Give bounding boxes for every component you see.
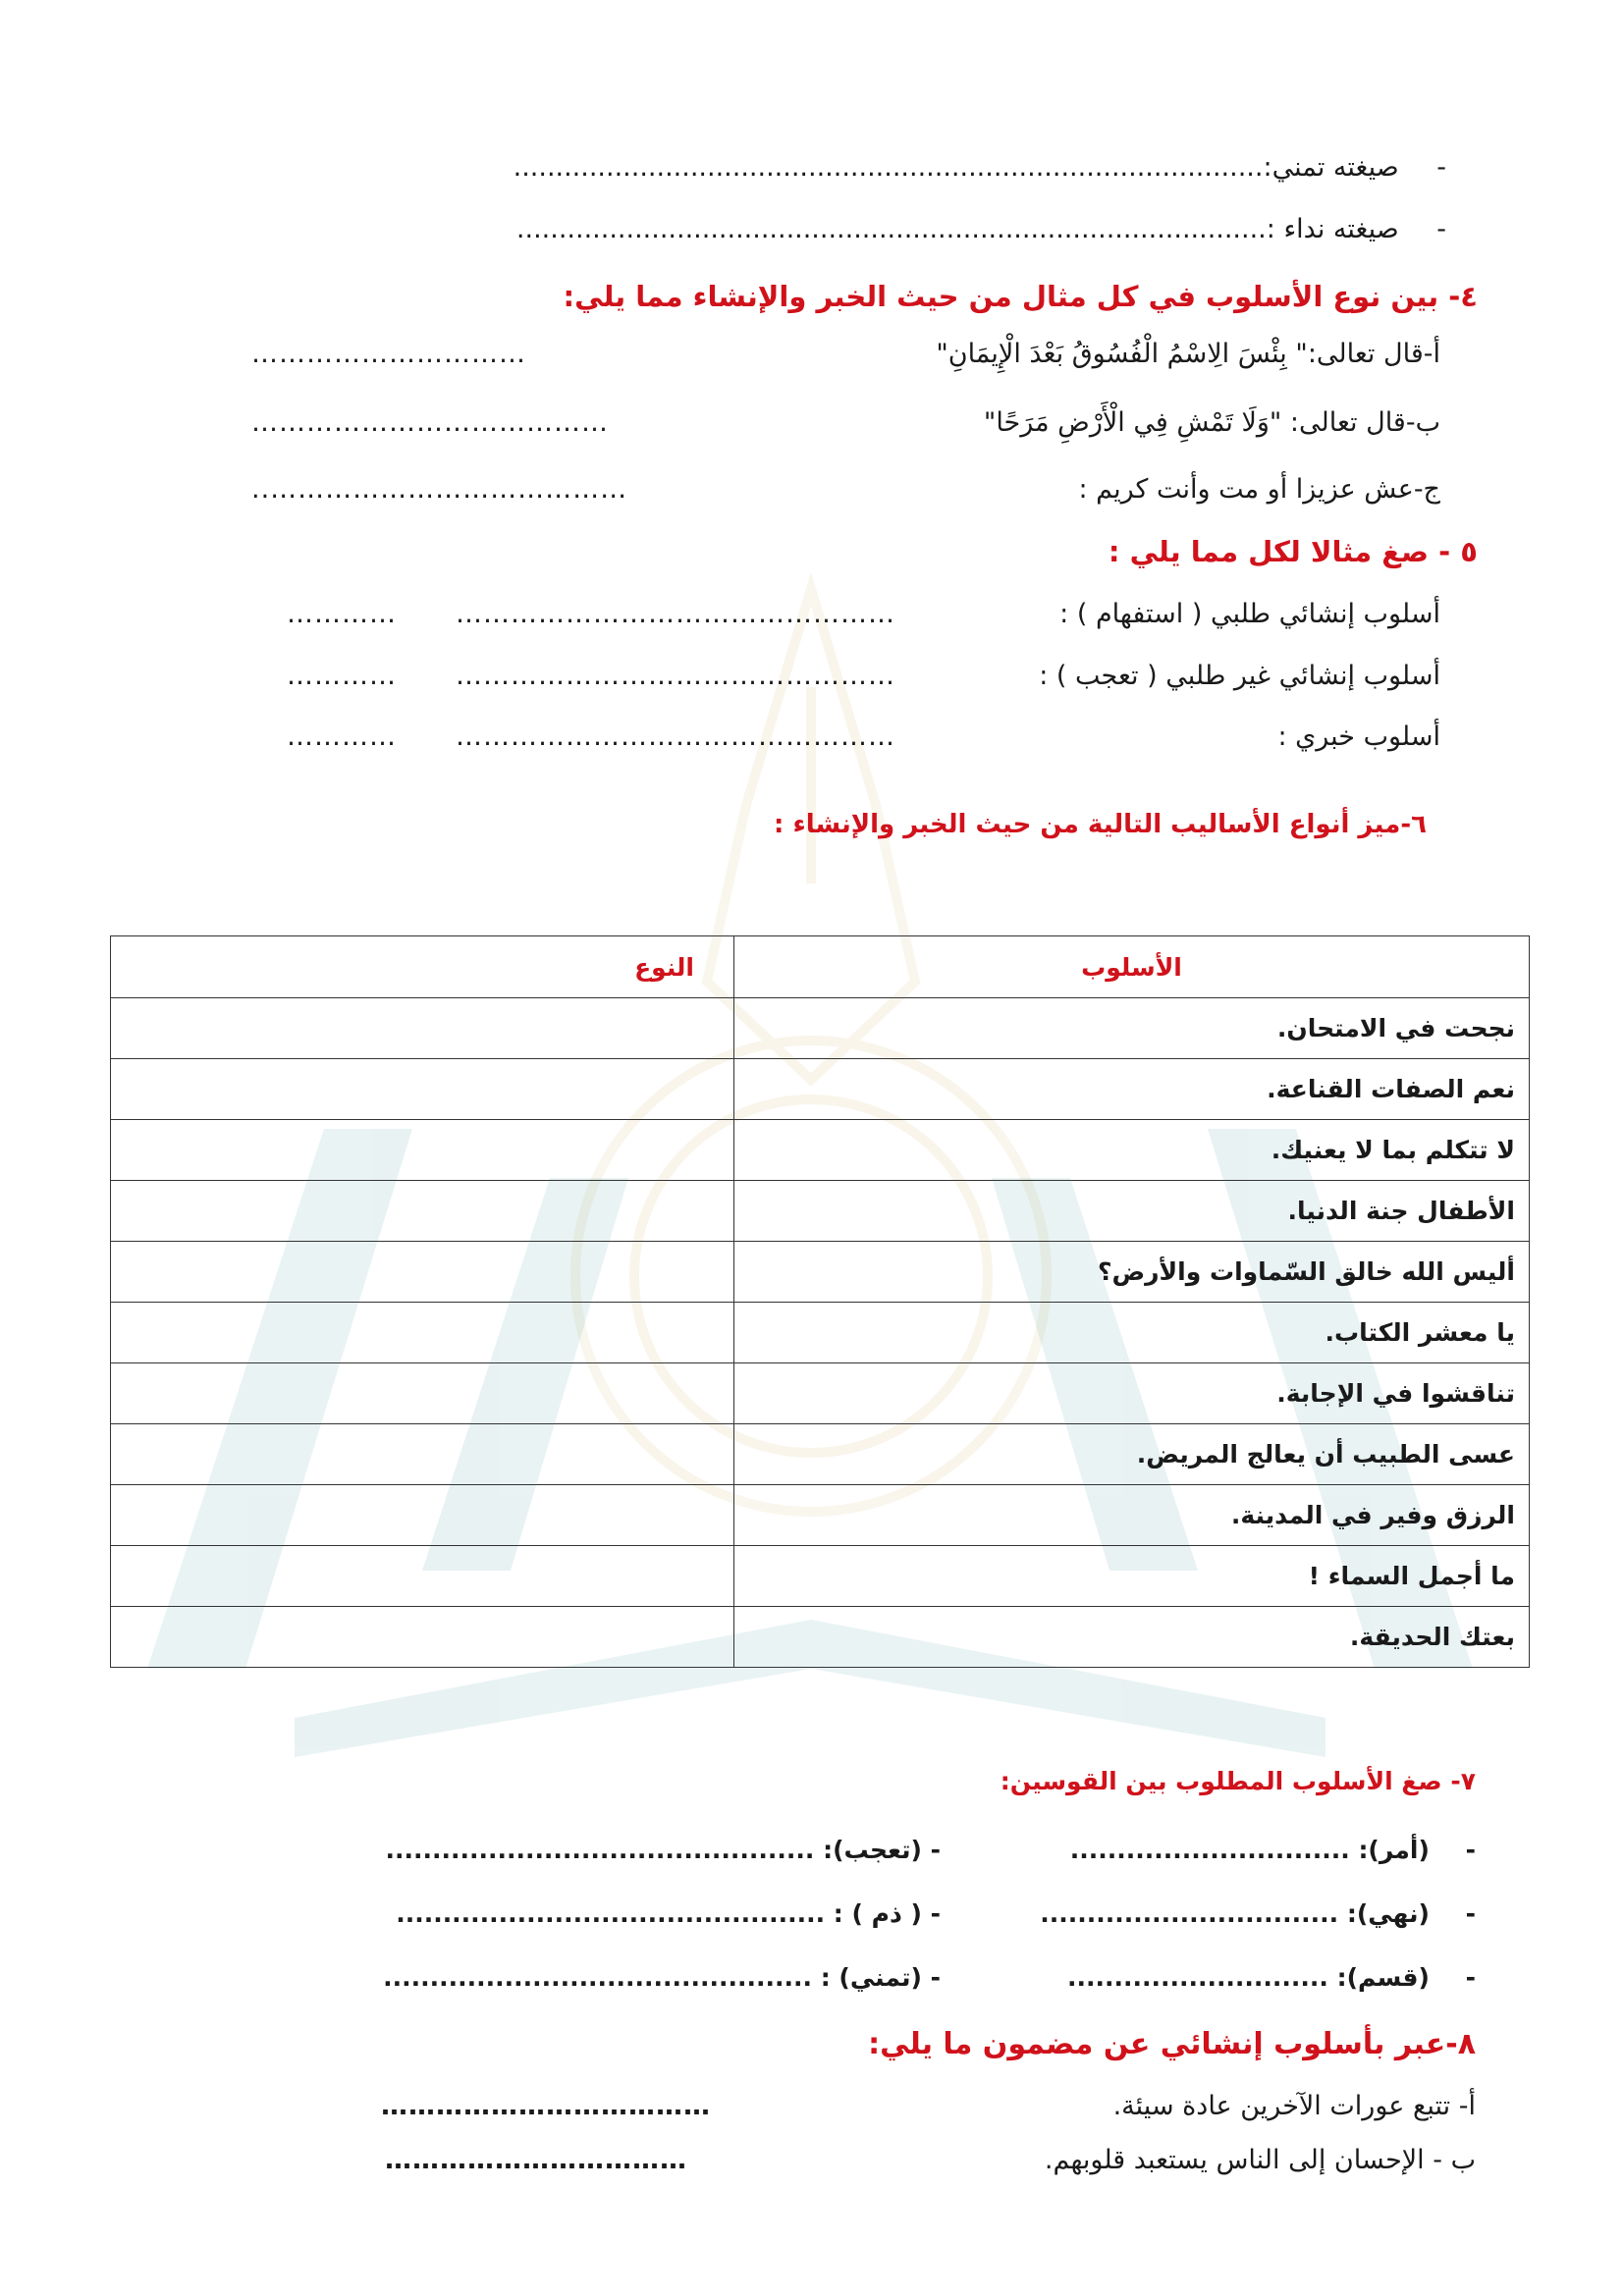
q5-item-1 — [1059, 599, 1440, 629]
q5-answer-1[interactable] — [287, 599, 895, 629]
q6-table — [110, 935, 1530, 1668]
table-row — [111, 998, 1530, 1059]
style-cell: بعتك الحديقة. — [734, 1607, 1530, 1668]
style-cell: نجحت في الامتحان. — [734, 998, 1530, 1059]
style-cell: الرزق وفير في المدينة. — [734, 1485, 1530, 1546]
bullet: - — [1436, 214, 1446, 244]
type-answer-cell[interactable] — [111, 1546, 734, 1607]
line-tamanni — [514, 152, 1446, 183]
item-text: أ- تتبع عورات الآخرين عادة سيئة. — [1112, 2091, 1476, 2121]
table-body — [111, 998, 1530, 1668]
answer-blank[interactable]: .............................. — [1069, 1836, 1350, 1864]
item-text: أسلوب إنشائي غير طلبي ( تعجب ) : — [1039, 661, 1440, 691]
table-row — [111, 1607, 1530, 1668]
q7-row-1-left — [385, 1836, 941, 1864]
table-row — [111, 1120, 1530, 1181]
label: صيغته تمني: — [1263, 152, 1399, 183]
type-answer-cell[interactable] — [111, 1181, 734, 1242]
item-text: ب-قال تعالى: "وَلَا تَمْشِ فِي الْأَرْضِ مَرَحًا" — [983, 407, 1440, 438]
label: - (تعجب): — [823, 1836, 941, 1864]
q4-item-b — [984, 407, 1440, 438]
col-header-style: الأسلوب — [734, 936, 1530, 998]
q4-answer-c[interactable]: ………………………………….. — [251, 474, 628, 505]
q7-row-2-left — [396, 1899, 941, 1928]
line-nidaa — [516, 214, 1446, 244]
type-answer-cell[interactable] — [111, 1485, 734, 1546]
table-row — [111, 1181, 1530, 1242]
style-cell: الأطفال جنة الدنيا. — [734, 1181, 1530, 1242]
table-row — [111, 1242, 1530, 1303]
style-cell: نعم الصفات القناعة. — [734, 1059, 1530, 1120]
q7-row-3-left — [383, 1963, 941, 1992]
type-answer-cell[interactable] — [111, 1424, 734, 1485]
label: (أمر): — [1358, 1836, 1430, 1864]
q4-answer-a[interactable]: ………………………… — [251, 339, 526, 369]
q5-answer-3[interactable] — [287, 721, 895, 752]
q5-item-3 — [1277, 721, 1440, 752]
table-row — [111, 1059, 1530, 1120]
q5-item-2 — [1039, 661, 1440, 691]
q4-answer-b[interactable]: ………………………………… — [251, 407, 609, 438]
q4-heading: ٤- بين نوع الأسلوب في كل مثال من حيث الخبر والإنشاء مما يلي: — [563, 280, 1478, 313]
item-text: ب - الإحسان إلى الناس يستعبد قلوبهم. — [1044, 2145, 1476, 2175]
bullet: - — [1465, 1963, 1476, 1992]
table-row — [111, 1363, 1530, 1424]
col-header-type: النوع — [111, 936, 734, 998]
type-answer-cell[interactable] — [111, 998, 734, 1059]
dots-right: ………… — [287, 599, 397, 629]
bullet: - — [1465, 1836, 1476, 1864]
q4-item-a — [936, 339, 1440, 369]
item-text: ج-عش عزيزا أو مت وأنت كريم : — [1078, 474, 1440, 505]
label: - ( ذم ) : — [833, 1899, 941, 1928]
answer-blank[interactable]: ......................................................................................... — [513, 152, 1264, 183]
label: (قسم): — [1336, 1963, 1430, 1992]
style-cell: تناقشوا في الإجابة. — [734, 1363, 1530, 1424]
answer-blank[interactable]: ......................................................................................... — [515, 214, 1267, 244]
type-answer-cell[interactable] — [111, 1363, 734, 1424]
q5-heading: ٥ - صغ مثالا لكل مما يلي : — [1108, 535, 1478, 568]
answer-blank[interactable]: ............................ — [1066, 1963, 1328, 1992]
label: - (تمني) : — [820, 1963, 941, 1992]
type-answer-cell[interactable] — [111, 1120, 734, 1181]
table-row — [111, 1546, 1530, 1607]
item-text: أ-قال تعالى:" بِئْسَ الِاسْمُ الْفُسُوقُ بَعْدَ الْإِيمَانِ" — [936, 339, 1440, 369]
table-row — [111, 1303, 1530, 1363]
type-answer-cell[interactable] — [111, 1303, 734, 1363]
label: (نهي): — [1346, 1899, 1430, 1928]
bullet: - — [1465, 1899, 1476, 1928]
q7-row-1-right — [1070, 1836, 1476, 1864]
q8-item-a — [1113, 2091, 1476, 2121]
label: صيغته نداء : — [1266, 214, 1399, 244]
q7-heading: ٧- صغ الأسلوب المطلوب بين القوسين: — [1000, 1767, 1476, 1795]
q8-answer-b[interactable]: …………………………… — [385, 2145, 687, 2175]
dots-right: ………… — [287, 721, 397, 752]
style-cell: عسى الطبيب أن يعالج المريض. — [734, 1424, 1530, 1485]
q8-answer-a[interactable]: ……………………………… — [381, 2091, 711, 2121]
dots-right: ………… — [287, 661, 397, 691]
type-answer-cell[interactable] — [111, 1059, 734, 1120]
q8-item-b — [1045, 2145, 1476, 2175]
bullet: - — [1436, 152, 1446, 183]
q4-item-c — [1078, 474, 1440, 505]
style-cell: ما أجمل السماء ! — [734, 1546, 1530, 1607]
table-header-row — [111, 936, 1530, 998]
answer-blank[interactable]: .............................................. — [385, 1836, 815, 1864]
item-text: أسلوب خبري : — [1277, 721, 1440, 752]
style-cell: لا تتكلم بما لا يعنيك. — [734, 1120, 1530, 1181]
dots-left: ………………………………………… — [456, 721, 895, 752]
style-cell: أليس الله خالق السّماوات والأرض؟ — [734, 1242, 1530, 1303]
answer-blank[interactable]: .............................................. — [383, 1963, 812, 1992]
type-answer-cell[interactable] — [111, 1607, 734, 1668]
item-text: أسلوب إنشائي طلبي ( استفهام ) : — [1059, 599, 1440, 629]
answer-blank[interactable]: ................................ — [1040, 1899, 1339, 1928]
q7-row-3-right — [1067, 1963, 1476, 1992]
dots-left: ………………………………………… — [456, 599, 895, 629]
answer-blank[interactable]: .............................................. — [396, 1899, 826, 1928]
q8-heading: ٨-عبر بأسلوب إنشائي عن مضمون ما يلي: — [868, 2027, 1476, 2061]
q5-answer-2[interactable] — [287, 661, 895, 691]
dots-left: ………………………………………… — [456, 661, 895, 691]
q6-heading: ٦-ميز أنواع الأساليب التالية من حيث الخبر والإنشاء : — [774, 810, 1427, 839]
type-answer-cell[interactable] — [111, 1242, 734, 1303]
table-row — [111, 1485, 1530, 1546]
q7-row-2-right — [1040, 1899, 1476, 1928]
style-cell: يا معشر الكتاب. — [734, 1303, 1530, 1363]
table-row — [111, 1424, 1530, 1485]
